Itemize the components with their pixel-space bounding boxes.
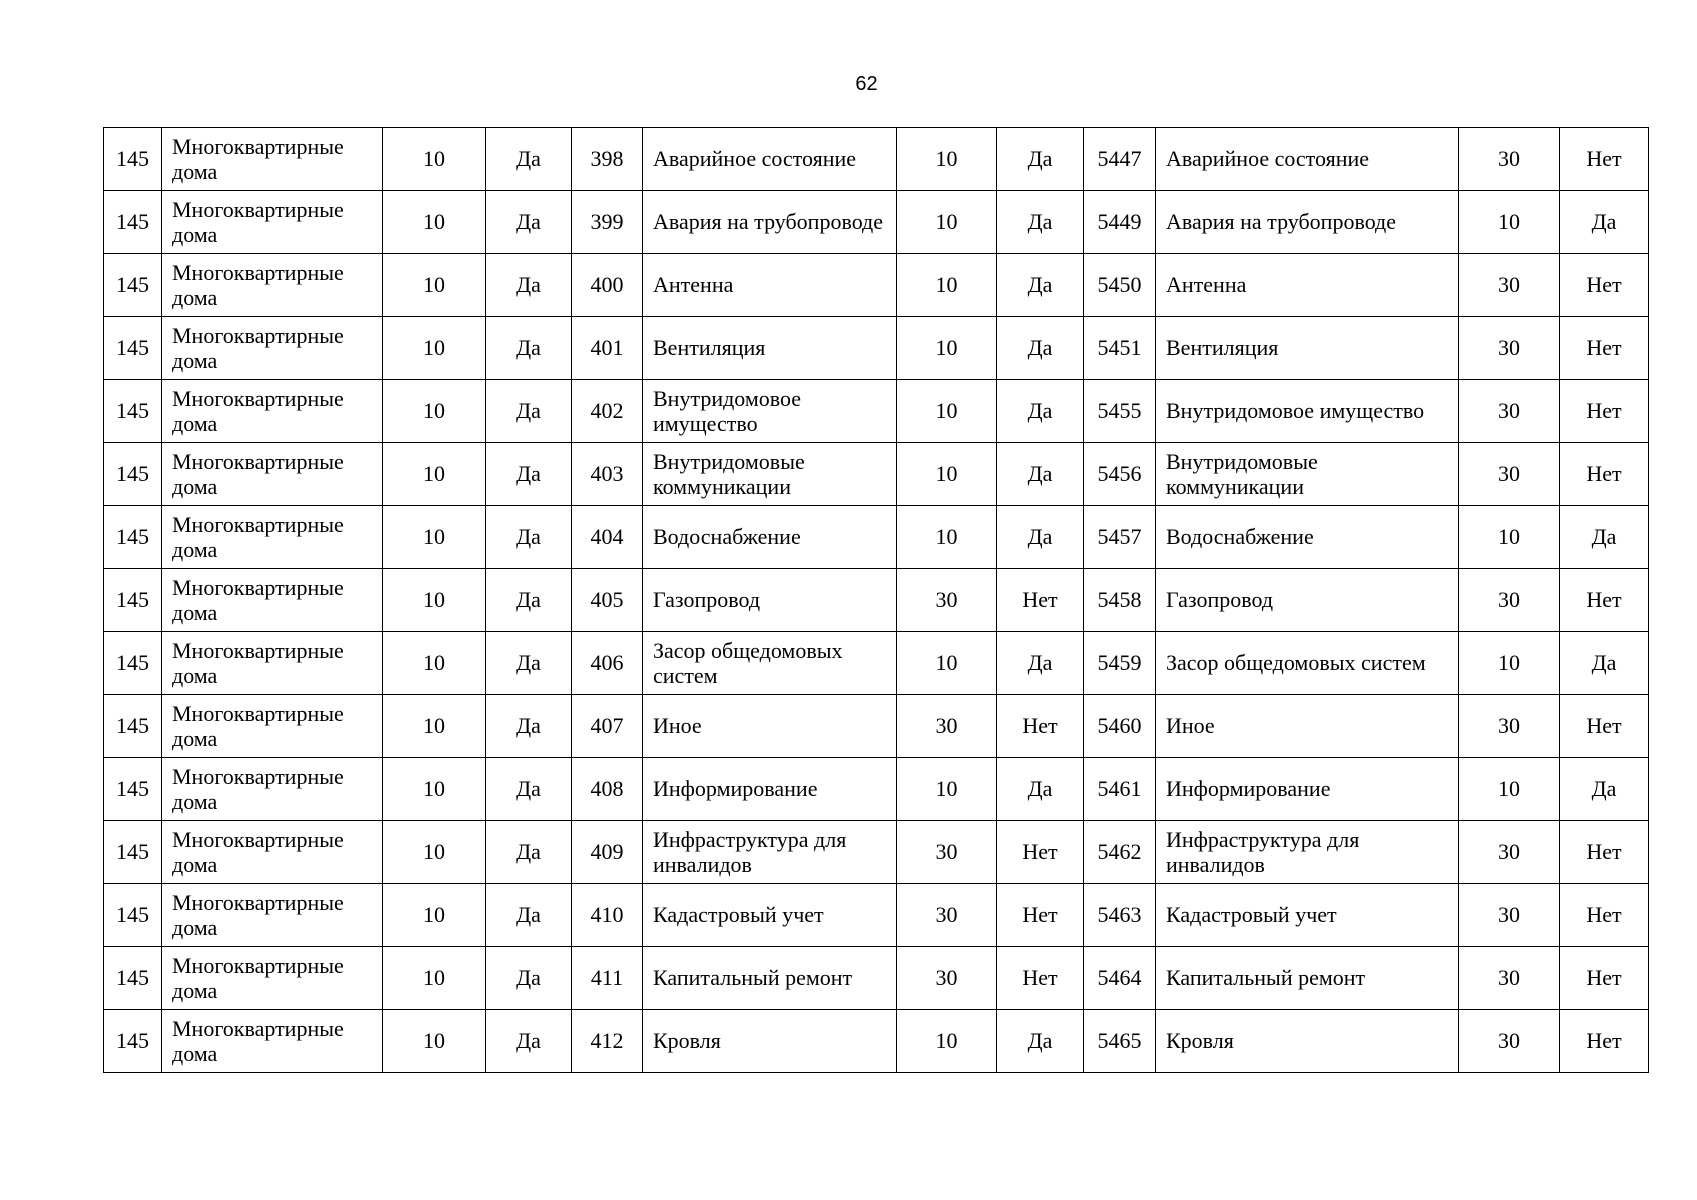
- group-days-cell: 10: [383, 128, 486, 191]
- group-name-cell: Многоквартирные дома: [162, 758, 383, 821]
- group-code-cell: 145: [104, 506, 162, 569]
- subtopic-flag-cell: Нет: [1560, 380, 1649, 443]
- subtopic-flag-cell: Нет: [1560, 947, 1649, 1010]
- subtopic-days-cell: 30: [1459, 947, 1560, 1010]
- group-flag-cell: Да: [486, 317, 572, 380]
- table-row: [104, 254, 1649, 317]
- subtopic-code-cell: 5465: [1084, 1010, 1156, 1073]
- subtopic-days-cell: 10: [1459, 632, 1560, 695]
- group-name-cell: Многоквартирные дома: [162, 821, 383, 884]
- group-flag-cell: Да: [486, 506, 572, 569]
- subtopic-name-cell: Антенна: [1156, 254, 1459, 317]
- subtopic-flag-cell: Нет: [1560, 128, 1649, 191]
- topic-name-cell: Инфраструктура для инвалидов: [643, 821, 897, 884]
- table-row: [104, 758, 1649, 821]
- group-days-cell: 10: [383, 695, 486, 758]
- topic-name-cell: Газопровод: [643, 569, 897, 632]
- subtopic-name-cell: Вентиляция: [1156, 317, 1459, 380]
- table-row: [104, 821, 1649, 884]
- group-name-cell: Многоквартирные дома: [162, 254, 383, 317]
- group-flag-cell: Да: [486, 443, 572, 506]
- table-row: [104, 884, 1649, 947]
- group-code-cell: 145: [104, 884, 162, 947]
- subtopic-flag-cell: Да: [1560, 506, 1649, 569]
- group-days-cell: 10: [383, 443, 486, 506]
- subtopic-flag-cell: Нет: [1560, 254, 1649, 317]
- subtopic-name-cell: Иное: [1156, 695, 1459, 758]
- group-flag-cell: Да: [486, 821, 572, 884]
- topic-code-cell: 405: [572, 569, 643, 632]
- topic-days-cell: 10: [897, 191, 997, 254]
- group-flag-cell: Да: [486, 695, 572, 758]
- subtopic-code-cell: 5458: [1084, 569, 1156, 632]
- topic-code-cell: 404: [572, 506, 643, 569]
- topic-flag-cell: Нет: [997, 884, 1084, 947]
- subtopic-days-cell: 30: [1459, 821, 1560, 884]
- topic-name-cell: Кровля: [643, 1010, 897, 1073]
- topic-flag-cell: Да: [997, 380, 1084, 443]
- group-code-cell: 145: [104, 947, 162, 1010]
- topic-days-cell: 30: [897, 695, 997, 758]
- topic-flag-cell: Да: [997, 506, 1084, 569]
- group-code-cell: 145: [104, 254, 162, 317]
- subtopic-days-cell: 30: [1459, 569, 1560, 632]
- subtopic-days-cell: 30: [1459, 254, 1560, 317]
- topic-days-cell: 30: [897, 821, 997, 884]
- topic-flag-cell: Нет: [997, 695, 1084, 758]
- subtopic-days-cell: 10: [1459, 191, 1560, 254]
- table-row: [104, 947, 1649, 1010]
- table-row: [104, 380, 1649, 443]
- group-days-cell: 10: [383, 884, 486, 947]
- subtopic-name-cell: Инфраструктура для инвалидов: [1156, 821, 1459, 884]
- subtopic-days-cell: 30: [1459, 695, 1560, 758]
- topic-flag-cell: Нет: [997, 947, 1084, 1010]
- group-code-cell: 145: [104, 632, 162, 695]
- group-flag-cell: Да: [486, 569, 572, 632]
- topic-code-cell: 401: [572, 317, 643, 380]
- subtopic-name-cell: Аварийное состояние: [1156, 128, 1459, 191]
- group-code-cell: 145: [104, 758, 162, 821]
- topic-code-cell: 402: [572, 380, 643, 443]
- group-code-cell: 145: [104, 380, 162, 443]
- topic-days-cell: 10: [897, 506, 997, 569]
- subtopic-flag-cell: Нет: [1560, 569, 1649, 632]
- topic-name-cell: Водоснабжение: [643, 506, 897, 569]
- subtopic-days-cell: 30: [1459, 884, 1560, 947]
- group-name-cell: Многоквартирные дома: [162, 380, 383, 443]
- group-code-cell: 145: [104, 821, 162, 884]
- table-row: [104, 695, 1649, 758]
- topic-flag-cell: Нет: [997, 821, 1084, 884]
- topic-code-cell: 408: [572, 758, 643, 821]
- subtopic-flag-cell: Да: [1560, 191, 1649, 254]
- group-flag-cell: Да: [486, 380, 572, 443]
- subtopic-code-cell: 5464: [1084, 947, 1156, 1010]
- topic-name-cell: Иное: [643, 695, 897, 758]
- group-days-cell: 10: [383, 758, 486, 821]
- topic-days-cell: 30: [897, 569, 997, 632]
- topic-days-cell: 10: [897, 632, 997, 695]
- topic-name-cell: Вентиляция: [643, 317, 897, 380]
- group-code-cell: 145: [104, 128, 162, 191]
- group-flag-cell: Да: [486, 128, 572, 191]
- subtopic-name-cell: Засор общедомовых систем: [1156, 632, 1459, 695]
- group-name-cell: Многоквартирные дома: [162, 1010, 383, 1073]
- subtopic-name-cell: Внутридомовое имущество: [1156, 380, 1459, 443]
- subtopic-days-cell: 10: [1459, 506, 1560, 569]
- table-row: [104, 1010, 1649, 1073]
- subtopic-flag-cell: Нет: [1560, 884, 1649, 947]
- topic-name-cell: Кадастровый учет: [643, 884, 897, 947]
- subtopic-name-cell: Авария на трубопроводе: [1156, 191, 1459, 254]
- group-days-cell: 10: [383, 821, 486, 884]
- topic-flag-cell: Нет: [997, 569, 1084, 632]
- table-row: [104, 128, 1649, 191]
- subtopic-code-cell: 5455: [1084, 380, 1156, 443]
- group-name-cell: Многоквартирные дома: [162, 191, 383, 254]
- subtopic-code-cell: 5459: [1084, 632, 1156, 695]
- subtopic-code-cell: 5451: [1084, 317, 1156, 380]
- subtopic-code-cell: 5461: [1084, 758, 1156, 821]
- group-flag-cell: Да: [486, 947, 572, 1010]
- subtopic-flag-cell: Нет: [1560, 695, 1649, 758]
- subtopic-code-cell: 5449: [1084, 191, 1156, 254]
- topic-name-cell: Внутридомовое имущество: [643, 380, 897, 443]
- data-table: [103, 127, 1649, 1073]
- topic-code-cell: 403: [572, 443, 643, 506]
- table-row: [104, 632, 1649, 695]
- topic-days-cell: 30: [897, 947, 997, 1010]
- group-code-cell: 145: [104, 191, 162, 254]
- group-days-cell: 10: [383, 632, 486, 695]
- topic-days-cell: 10: [897, 317, 997, 380]
- subtopic-name-cell: Водоснабжение: [1156, 506, 1459, 569]
- group-days-cell: 10: [383, 191, 486, 254]
- subtopic-flag-cell: Нет: [1560, 821, 1649, 884]
- topic-code-cell: 400: [572, 254, 643, 317]
- group-days-cell: 10: [383, 947, 486, 1010]
- subtopic-name-cell: Капитальный ремонт: [1156, 947, 1459, 1010]
- topic-code-cell: 399: [572, 191, 643, 254]
- group-code-cell: 145: [104, 317, 162, 380]
- group-name-cell: Многоквартирные дома: [162, 506, 383, 569]
- group-days-cell: 10: [383, 254, 486, 317]
- topic-code-cell: 406: [572, 632, 643, 695]
- subtopic-name-cell: Информирование: [1156, 758, 1459, 821]
- subtopic-flag-cell: Нет: [1560, 1010, 1649, 1073]
- subtopic-code-cell: 5447: [1084, 128, 1156, 191]
- topic-flag-cell: Да: [997, 191, 1084, 254]
- group-name-cell: Многоквартирные дома: [162, 128, 383, 191]
- topic-name-cell: Информирование: [643, 758, 897, 821]
- topic-code-cell: 407: [572, 695, 643, 758]
- topic-flag-cell: Да: [997, 443, 1084, 506]
- topic-name-cell: Внутридомовые коммуникации: [643, 443, 897, 506]
- group-flag-cell: Да: [486, 758, 572, 821]
- subtopic-flag-cell: Нет: [1560, 443, 1649, 506]
- topic-code-cell: 412: [572, 1010, 643, 1073]
- topic-code-cell: 398: [572, 128, 643, 191]
- topic-flag-cell: Да: [997, 632, 1084, 695]
- subtopic-flag-cell: Да: [1560, 632, 1649, 695]
- subtopic-code-cell: 5456: [1084, 443, 1156, 506]
- topic-flag-cell: Да: [997, 1010, 1084, 1073]
- group-name-cell: Многоквартирные дома: [162, 443, 383, 506]
- group-name-cell: Многоквартирные дома: [162, 695, 383, 758]
- topic-code-cell: 411: [572, 947, 643, 1010]
- table-row: [104, 317, 1649, 380]
- group-days-cell: 10: [383, 380, 486, 443]
- topic-days-cell: 10: [897, 1010, 997, 1073]
- topic-code-cell: 409: [572, 821, 643, 884]
- table-row: [104, 569, 1649, 632]
- topic-days-cell: 10: [897, 380, 997, 443]
- subtopic-name-cell: Газопровод: [1156, 569, 1459, 632]
- subtopic-code-cell: 5457: [1084, 506, 1156, 569]
- subtopic-code-cell: 5450: [1084, 254, 1156, 317]
- topic-days-cell: 10: [897, 758, 997, 821]
- subtopic-name-cell: Внутридомовые коммуникации: [1156, 443, 1459, 506]
- topic-days-cell: 10: [897, 443, 997, 506]
- group-name-cell: Многоквартирные дома: [162, 632, 383, 695]
- group-flag-cell: Да: [486, 884, 572, 947]
- group-flag-cell: Да: [486, 1010, 572, 1073]
- subtopic-name-cell: Кровля: [1156, 1010, 1459, 1073]
- group-days-cell: 10: [383, 569, 486, 632]
- group-flag-cell: Да: [486, 191, 572, 254]
- table-body: [104, 128, 1649, 1073]
- table-row: [104, 191, 1649, 254]
- topic-name-cell: Засор общедомовых систем: [643, 632, 897, 695]
- subtopic-days-cell: 30: [1459, 317, 1560, 380]
- subtopic-days-cell: 10: [1459, 758, 1560, 821]
- group-days-cell: 10: [383, 317, 486, 380]
- group-code-cell: 145: [104, 569, 162, 632]
- topic-name-cell: Авария на трубопроводе: [643, 191, 897, 254]
- subtopic-flag-cell: Нет: [1560, 317, 1649, 380]
- group-name-cell: Многоквартирные дома: [162, 884, 383, 947]
- topic-code-cell: 410: [572, 884, 643, 947]
- group-name-cell: Многоквартирные дома: [162, 317, 383, 380]
- subtopic-name-cell: Кадастровый учет: [1156, 884, 1459, 947]
- subtopic-days-cell: 30: [1459, 128, 1560, 191]
- topic-flag-cell: Да: [997, 254, 1084, 317]
- topic-name-cell: Капитальный ремонт: [643, 947, 897, 1010]
- topic-flag-cell: Да: [997, 128, 1084, 191]
- subtopic-flag-cell: Да: [1560, 758, 1649, 821]
- page-number: 62: [855, 73, 878, 95]
- table-row: [104, 443, 1649, 506]
- topic-days-cell: 30: [897, 884, 997, 947]
- topic-flag-cell: Да: [997, 758, 1084, 821]
- topic-days-cell: 10: [897, 128, 997, 191]
- group-code-cell: 145: [104, 443, 162, 506]
- topic-name-cell: Аварийное состояние: [643, 128, 897, 191]
- group-name-cell: Многоквартирные дома: [162, 569, 383, 632]
- subtopic-code-cell: 5460: [1084, 695, 1156, 758]
- topic-days-cell: 10: [897, 254, 997, 317]
- subtopic-code-cell: 5463: [1084, 884, 1156, 947]
- group-code-cell: 145: [104, 695, 162, 758]
- topic-flag-cell: Да: [997, 317, 1084, 380]
- group-flag-cell: Да: [486, 254, 572, 317]
- subtopic-code-cell: 5462: [1084, 821, 1156, 884]
- group-days-cell: 10: [383, 506, 486, 569]
- topic-name-cell: Антенна: [643, 254, 897, 317]
- group-days-cell: 10: [383, 1010, 486, 1073]
- group-name-cell: Многоквартирные дома: [162, 947, 383, 1010]
- group-code-cell: 145: [104, 1010, 162, 1073]
- table-row: [104, 506, 1649, 569]
- subtopic-days-cell: 30: [1459, 1010, 1560, 1073]
- group-flag-cell: Да: [486, 632, 572, 695]
- subtopic-days-cell: 30: [1459, 443, 1560, 506]
- subtopic-days-cell: 30: [1459, 380, 1560, 443]
